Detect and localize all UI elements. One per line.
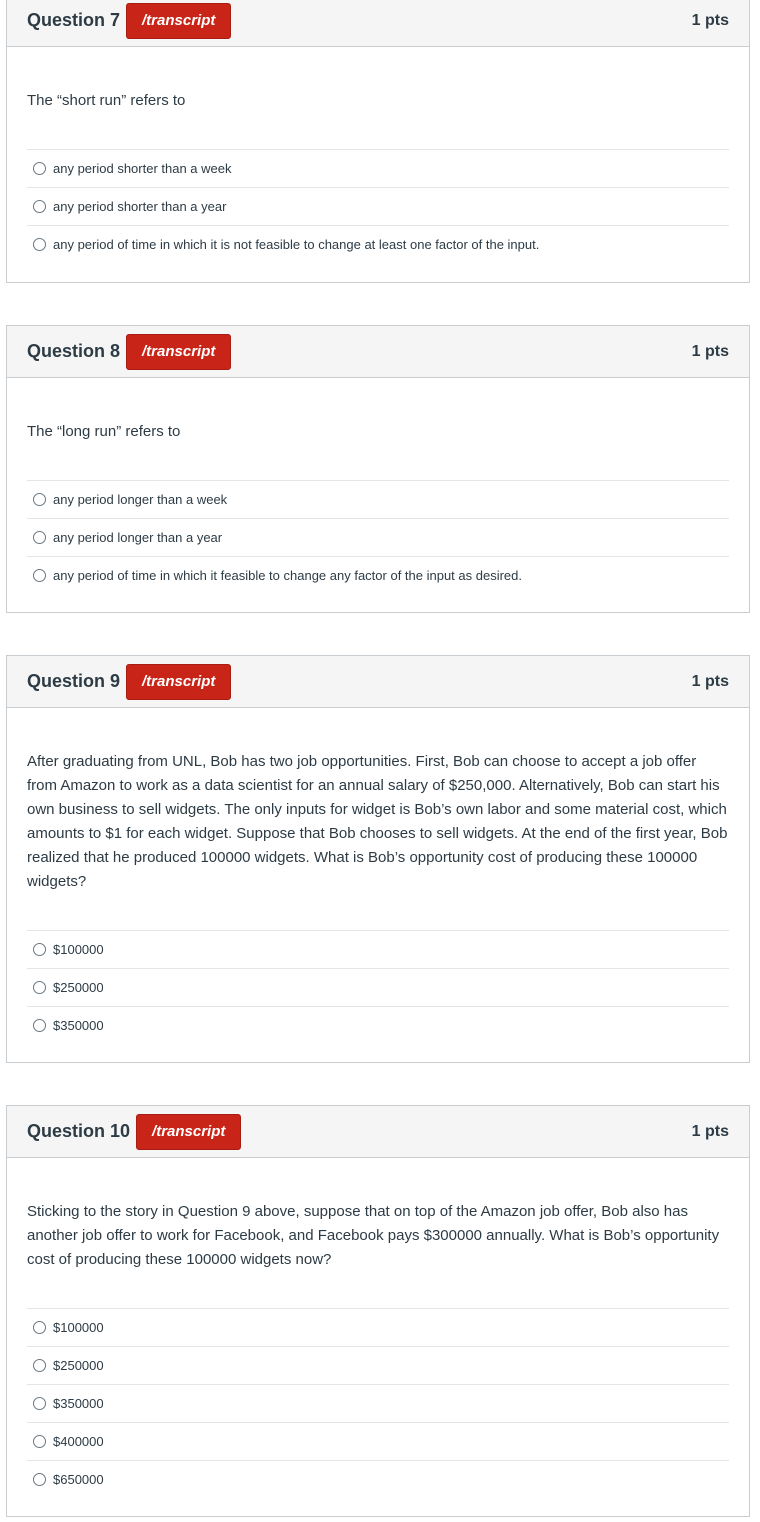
answer-list (27, 1308, 729, 1498)
question-10 (6, 1105, 750, 1517)
points-label: 1 pts (691, 11, 729, 29)
answer-option[interactable]: $350000 (27, 1007, 729, 1044)
question-title: Question 10 /transcript (27, 1114, 241, 1150)
transcript-button[interactable]: /transcript (126, 664, 231, 700)
answer-option[interactable]: any period shorter than a week (27, 150, 729, 188)
radio-button[interactable] (33, 531, 46, 544)
radio-button[interactable] (33, 493, 46, 506)
answer-option[interactable]: $350000 (27, 1385, 729, 1423)
radio-button[interactable] (33, 1435, 46, 1448)
question-title: Question 8 /transcript (27, 334, 231, 370)
radio-button[interactable] (33, 1019, 46, 1032)
question-header (7, 0, 749, 47)
answer-option[interactable]: $400000 (27, 1423, 729, 1461)
answer-list (27, 149, 729, 263)
answer-option[interactable]: $250000 (27, 969, 729, 1007)
points-label: 1 pts (691, 672, 729, 690)
question-9 (6, 655, 750, 1063)
answer-list (27, 930, 729, 1044)
radio-button[interactable] (33, 981, 46, 994)
answer-option[interactable]: $100000 (27, 931, 729, 969)
transcript-button[interactable]: /transcript (136, 1114, 241, 1150)
transcript-button[interactable]: /transcript (126, 334, 231, 370)
question-text: The “short run” refers to (27, 92, 186, 109)
radio-button[interactable] (33, 238, 46, 251)
question-header (7, 656, 749, 708)
radio-button[interactable] (33, 1359, 46, 1372)
radio-button[interactable] (33, 1397, 46, 1410)
answer-option[interactable]: any period of time in which it feasible to change any factor of the input as desired. (27, 557, 729, 594)
radio-button[interactable] (33, 1473, 46, 1486)
answer-option[interactable]: any period of time in which it is not feasible to change at least one factor of the input. (27, 226, 729, 263)
question-7 (6, 0, 750, 283)
answer-option[interactable]: $100000 (27, 1309, 729, 1347)
radio-button[interactable] (33, 200, 46, 213)
answer-list (27, 480, 729, 594)
question-text: Sticking to the story in Question 9 above, suppose that on top of the Amazon job offer, Bob also has another job offer to work for Facebook, and Facebook pays $300000 annually. What is Bob’s opportunity cost of producing these 100000 widgets now? (27, 1203, 720, 1268)
transcript-button[interactable]: /transcript (126, 3, 231, 39)
question-header (7, 326, 749, 378)
radio-button[interactable] (33, 1321, 46, 1334)
answer-option[interactable]: $650000 (27, 1461, 729, 1498)
question-text: The “long run” refers to (27, 423, 181, 440)
answer-option[interactable]: any period longer than a week (27, 481, 729, 519)
radio-button[interactable] (33, 162, 46, 175)
question-8 (6, 325, 750, 613)
answer-option[interactable]: any period shorter than a year (27, 188, 729, 226)
question-title: Question 7 /transcript (27, 3, 231, 39)
radio-button[interactable] (33, 569, 46, 582)
question-header (7, 1106, 749, 1158)
question-text: After graduating from UNL, Bob has two job opportunities. First, Bob can choose to accept a job offer from Amazon to work as a data scientist for an annual salary of $250,000. Alternatively, Bob can start his own business to sell widgets. The only inputs for widget is Bob’s own labor and some material cost, which amounts to $1 for each widget. Suppose that Bob chooses to sell widgets. At the end of the first year, Bob realized that he produced 100000 widgets. What is Bob’s opportunity cost of producing these 100000 widgets? (27, 753, 728, 890)
answer-option[interactable]: any period longer than a year (27, 519, 729, 557)
answer-option[interactable]: $250000 (27, 1347, 729, 1385)
points-label: 1 pts (691, 1122, 729, 1140)
question-title: Question 9 /transcript (27, 664, 231, 700)
points-label: 1 pts (691, 342, 729, 360)
radio-button[interactable] (33, 943, 46, 956)
